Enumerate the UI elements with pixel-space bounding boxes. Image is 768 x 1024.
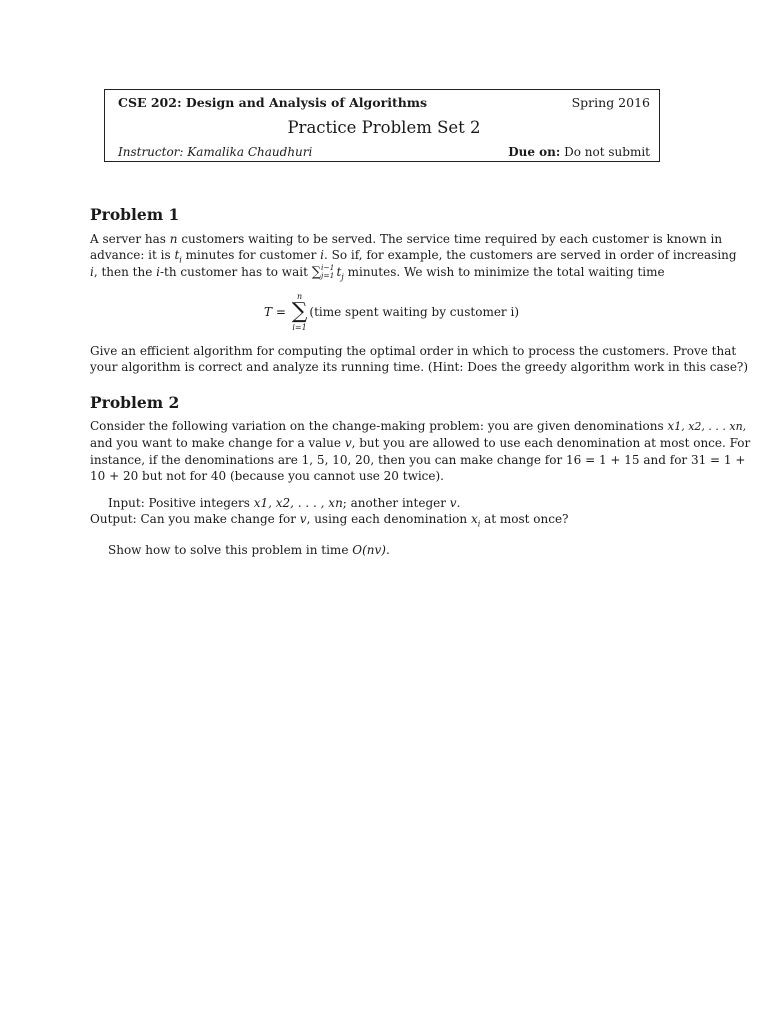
due-value: Do not submit bbox=[564, 145, 650, 159]
header-row-top bbox=[118, 95, 650, 110]
p2-line-2: and you want to make change for a value v, but you are allowed to use each denomination at most once. For bbox=[90, 436, 751, 451]
course-title: CSE 202: Design and Analysis of Algorithms bbox=[118, 95, 428, 110]
header-row-bottom bbox=[118, 145, 650, 159]
p1-line-2: advance: it is $t_i$ minutes for customer i. So if, for example, the customers are served in order of increasing bbox=[90, 248, 737, 265]
problem-1-statement bbox=[90, 231, 737, 282]
instructor: Instructor: Kamalika Chaudhuri bbox=[118, 145, 313, 159]
summation: n ∑ i=1 bbox=[291, 292, 308, 332]
header-box bbox=[104, 89, 660, 162]
term: Spring 2016 bbox=[571, 95, 650, 110]
problem-2-statement bbox=[90, 418, 751, 485]
due-label: Due on: bbox=[508, 145, 561, 159]
header-row-title bbox=[118, 118, 650, 137]
problem-1-task bbox=[90, 343, 749, 376]
p2-line-3: instance, if the denominations are 1, 5, 10, 20, then you can make change for 16 = 1 + 15 and for 31 = 1 + bbox=[90, 452, 746, 467]
problem-2-title: Problem 2 bbox=[90, 393, 180, 412]
problem-1-title: Problem 1 bbox=[90, 205, 180, 224]
complexity-task: Show how to solve this problem in time O(nv). bbox=[108, 543, 390, 557]
p2-line-4: 10 + 20 but not for 40 (because you cannot use 20 twice). bbox=[90, 469, 444, 484]
document-title: Practice Problem Set 2 bbox=[287, 118, 481, 137]
waiting-time-equation: T = n ∑ i=1 (time spent waiting by customer i) bbox=[264, 292, 519, 332]
p2-line-1: Consider the following variation on the change-making problem: you are given denominations x1, x2, . . . xn, bbox=[90, 419, 747, 433]
p1-line-1: A server has n customers waiting to be served. The service time required by each customer is known in bbox=[90, 232, 723, 246]
p1-task-line-2: your algorithm is correct and analyze its running time. (Hint: Does the greedy algorithm work in this case?) bbox=[90, 360, 749, 375]
p1-task-line-1: Give an efficient algorithm for computing the optimal order in which to process the customers. Prove that bbox=[90, 344, 737, 358]
output-spec: Output: Can you make change for v, using each denomination $x_i$ at most once? bbox=[90, 512, 569, 529]
p1-line-3: i, then the i-th customer has to wait ∑ i−1 j=1 $t_j$ minutes. We wish to minimize the total waiting time bbox=[90, 263, 665, 282]
input-spec: Input: Positive integers x1, x2, . . . , xn; another integer v. bbox=[108, 496, 461, 510]
due-info bbox=[508, 145, 650, 159]
